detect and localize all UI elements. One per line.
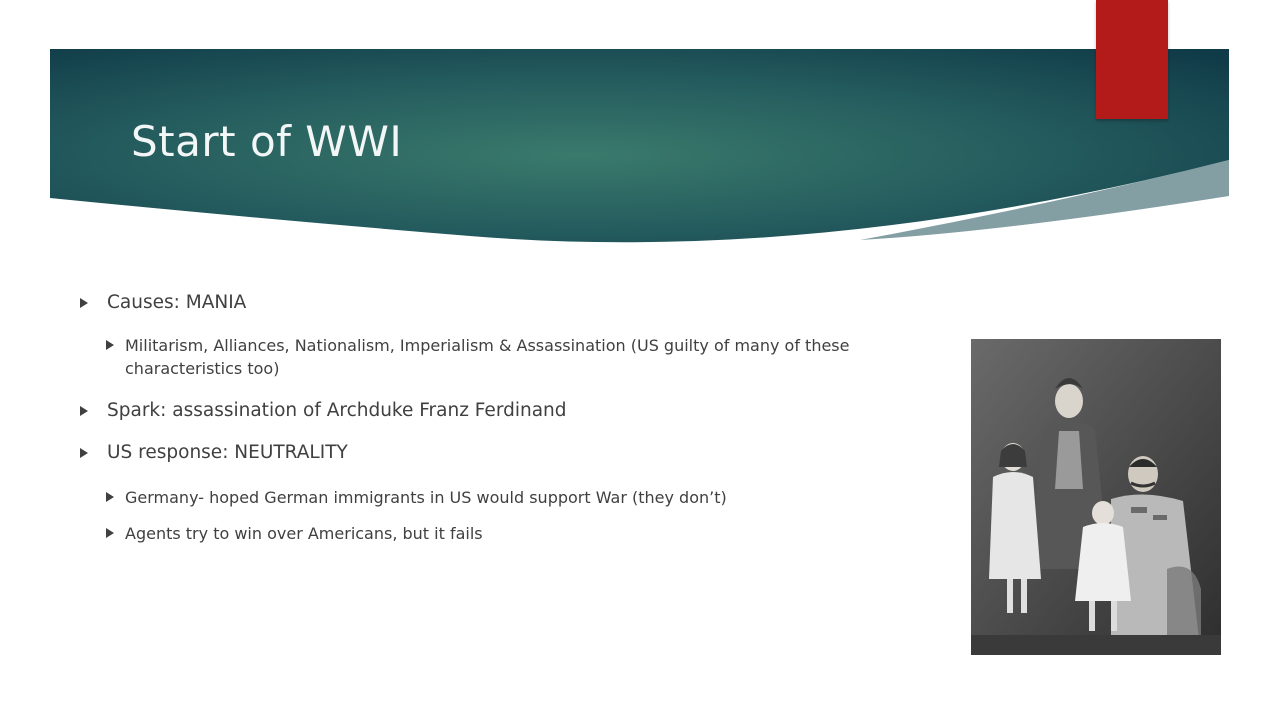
bullet-text: Germany- hoped German immigrants in US would support War (they don’t) [125, 488, 727, 507]
bullet-text: US response: NEUTRALITY [107, 442, 348, 463]
bullet-text: Spark: assassination of Archduke Franz Ferdinand [107, 400, 567, 421]
arrow-bullet-icon [106, 492, 114, 502]
bullet-text: Causes: MANIA [107, 292, 247, 313]
arrow-bullet-icon [80, 406, 88, 416]
family-photo [971, 339, 1221, 655]
slide-title: Start of WWI [131, 117, 403, 166]
bullet-causes [80, 291, 940, 315]
bullet-text: Agents try to win over Americans, but it fails [125, 524, 483, 543]
bullet-spark [80, 399, 940, 423]
bullet-germany [106, 486, 966, 509]
bullet-us-response [80, 441, 940, 465]
arrow-bullet-icon [106, 340, 114, 350]
bullet-text: Militarism, Alliances, Nationalism, Imperialism & Assassination (US guilty of many of these characteristics too) [125, 336, 850, 378]
arrow-bullet-icon [106, 528, 114, 538]
arrow-bullet-icon [80, 298, 88, 308]
bullet-mania-detail [106, 334, 966, 380]
arrow-bullet-icon [80, 448, 88, 458]
bullet-agents [106, 522, 966, 545]
